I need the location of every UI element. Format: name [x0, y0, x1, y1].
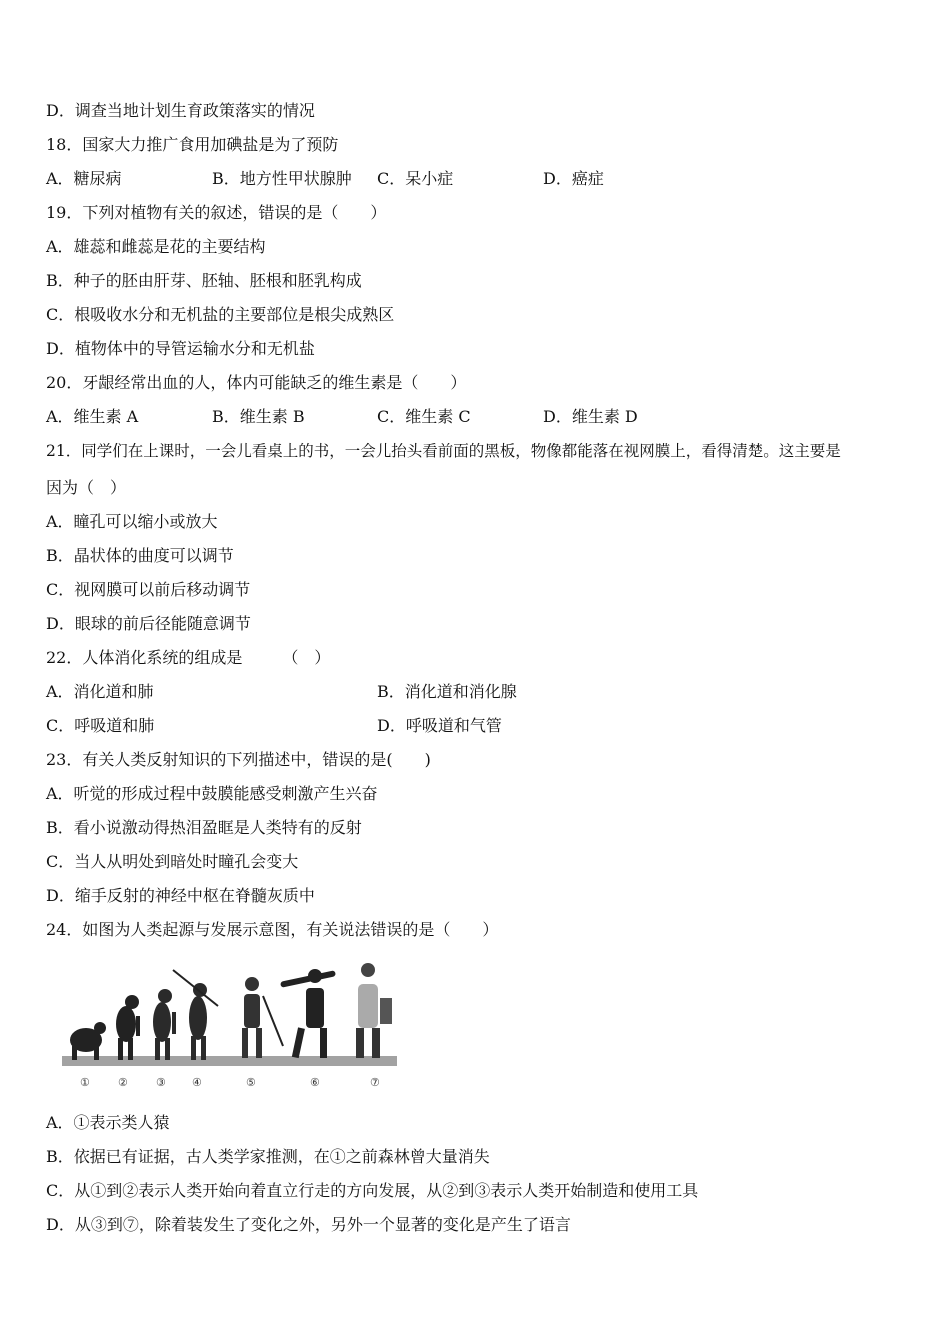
- q20-option-b: B．维生素 B: [212, 407, 305, 426]
- figure-1-ape: [70, 1022, 106, 1060]
- q23-stem: 23．有关人类反射知识的下列描述中，错误的是( ): [46, 750, 431, 769]
- q24-option-d: D．从③到⑦，除着装发生了变化之外，另外一个显著的变化是产生了语言: [46, 1215, 571, 1234]
- q23-option-a: A．听觉的形成过程中鼓膜能感受刺激产生兴奋: [46, 784, 378, 803]
- q24-option-c: C．从①到②表示人类开始向着直立行走的方向发展，从②到③表示人类开始制造和使用工具: [46, 1181, 699, 1200]
- q19-option-a: A．雄蕊和雌蕊是花的主要结构: [46, 237, 266, 256]
- q23-option-d: D．缩手反射的神经中枢在脊髓灰质中: [46, 886, 315, 905]
- figure-label-2: ②: [118, 1076, 128, 1089]
- q22-option-c: C．呼吸道和肺: [46, 716, 155, 735]
- figure-3-hominid: [153, 989, 176, 1060]
- q21-option-b: B．晶状体的曲度可以调节: [46, 546, 234, 565]
- figure-4-hominid: [173, 970, 218, 1060]
- q18-stem: 18．国家大力推广食用加碘盐是为了预防: [46, 135, 339, 154]
- q18-option-c: C．呆小症: [377, 169, 454, 188]
- figure-label-3: ③: [156, 1076, 166, 1089]
- q20-option-c: C．维生素 C: [377, 407, 471, 426]
- q21-option-d: D．眼球的前后径能随意调节: [46, 614, 251, 633]
- q20-option-d: D．维生素 D: [543, 407, 638, 426]
- q22-option-a: A．消化道和肺: [46, 682, 154, 701]
- q23-option-c: C．当人从明处到暗处时瞳孔会变大: [46, 852, 299, 871]
- q24-stem: 24．如图为人类起源与发展示意图，有关说法错误的是（ ）: [46, 920, 499, 939]
- q21-option-a: A．瞳孔可以缩小或放大: [46, 512, 218, 531]
- q22-option-b: B．消化道和消化腺: [377, 682, 517, 701]
- q19-option-d: D．植物体中的导管运输水分和无机盐: [46, 339, 315, 358]
- q21-stem-line2: 因为（ ）: [46, 478, 127, 497]
- figure-2-hominid: [116, 995, 140, 1060]
- q24-option-b: B．依据已有证据，古人类学家推测，在①之前森林曾大量消失: [46, 1147, 490, 1166]
- q18-option-a: A．糖尿病: [46, 169, 122, 188]
- human-evolution-figure: [58, 956, 403, 1096]
- figure-7-modern-human: [356, 963, 392, 1058]
- figure-label-6: ⑥: [310, 1076, 320, 1089]
- q20-option-a: A．维生素 A: [46, 407, 139, 426]
- q18-option-b: B．地方性甲状腺肿: [212, 169, 352, 188]
- q19-stem: 19．下列对植物有关的叙述，错误的是（ ）: [46, 203, 387, 222]
- q22-stem: 22．人体消化系统的组成是 （ ）: [46, 648, 331, 667]
- figure-5-early-human: [242, 977, 283, 1058]
- q18-option-d: D．癌症: [543, 169, 604, 188]
- q19-option-c: C．根吸收水分和无机盐的主要部位是根尖成熟区: [46, 305, 395, 324]
- q22-option-d: D．呼吸道和气管: [377, 716, 502, 735]
- q21-stem-line1: 21．同学们在上课时，一会儿看桌上的书，一会儿抬头看前面的黑板，物像都能落在视网膜上，看得清楚。这主要是: [46, 442, 841, 460]
- q17-option-d: D．调查当地计划生育政策落实的情况: [46, 101, 315, 120]
- q24-option-a: A．①表示类人猿: [46, 1113, 170, 1132]
- figure-label-5: ⑤: [246, 1076, 256, 1089]
- q19-option-b: B．种子的胚由肝芽、胚轴、胚根和胚乳构成: [46, 271, 362, 290]
- figure-6-human: [280, 969, 336, 1058]
- figure-label-7: ⑦: [370, 1076, 380, 1089]
- figure-label-4: ④: [192, 1076, 202, 1089]
- figure-label-1: ①: [80, 1076, 90, 1089]
- q23-option-b: B．看小说激动得热泪盈眶是人类特有的反射: [46, 818, 362, 837]
- q21-option-c: C．视网膜可以前后移动调节: [46, 580, 251, 599]
- q20-stem: 20．牙龈经常出血的人，体内可能缺乏的维生素是（ ）: [46, 373, 467, 392]
- ground-strip: [62, 1056, 397, 1066]
